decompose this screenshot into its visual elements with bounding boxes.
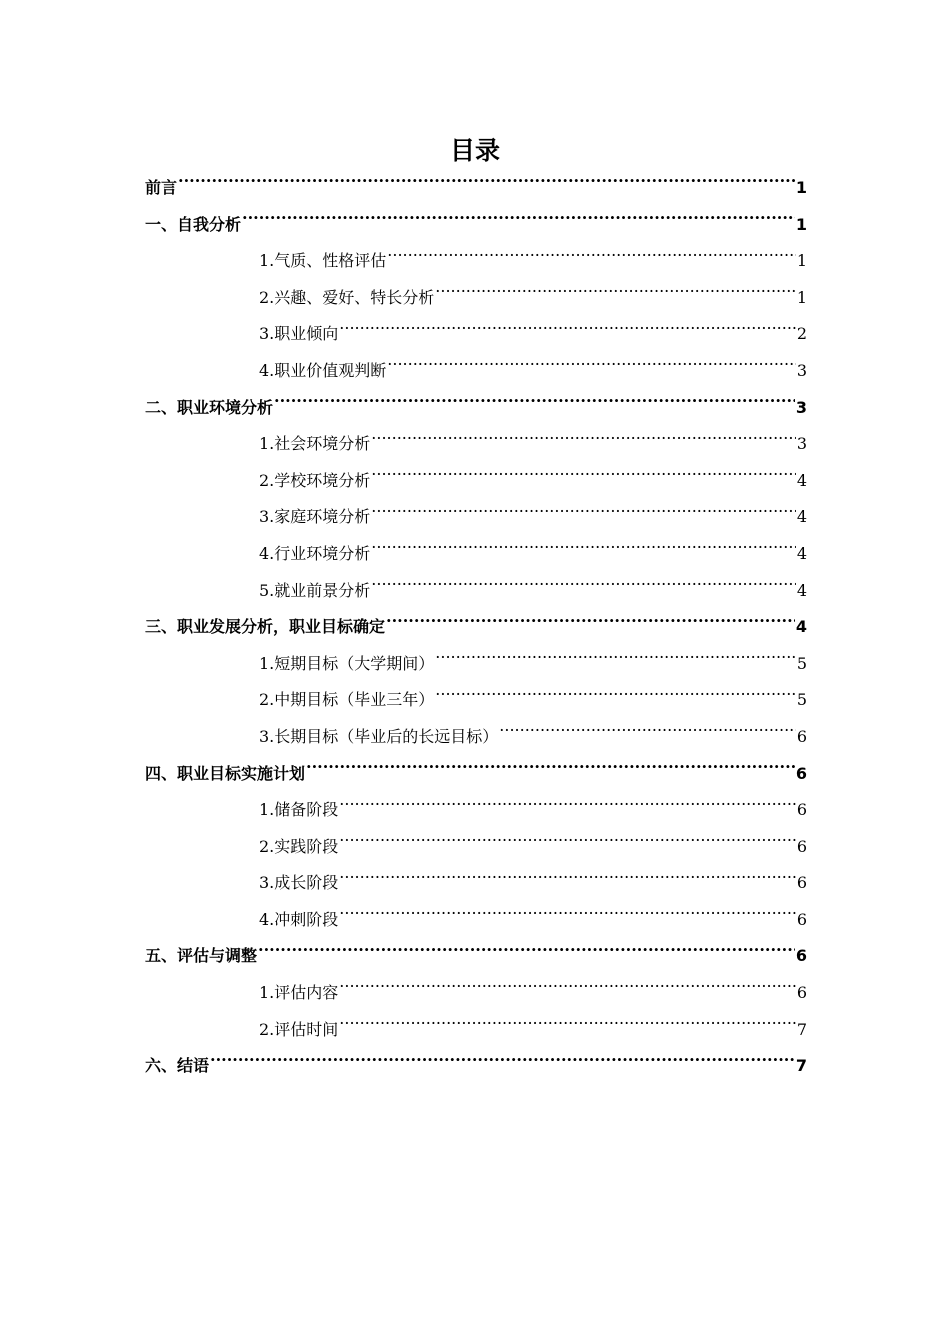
toc-entry[interactable]: [145, 829, 807, 866]
toc-entry-page: 2: [796, 324, 807, 344]
toc-entry-page: 4: [795, 617, 807, 637]
toc-entry-page: 6: [796, 909, 807, 929]
toc-entry-page: 1: [795, 178, 807, 197]
toc-dot-leader: [210, 1055, 795, 1071]
toc-title: 目录: [449, 136, 500, 165]
toc-dot-leader: [371, 433, 796, 449]
toc-list: [145, 170, 807, 1085]
toc-entry[interactable]: [145, 573, 807, 610]
toc-entry[interactable]: [145, 609, 807, 646]
toc-entry-label: 3.长期目标（毕业后的长远目标）: [259, 726, 499, 746]
toc-dot-leader: [258, 945, 795, 961]
toc-entry-label: 4.职业价值观判断: [259, 360, 387, 380]
toc-entry-label: 1.短期目标（大学期间）: [259, 653, 435, 673]
toc-entry-page: 5: [796, 690, 807, 710]
toc-entry[interactable]: [145, 536, 807, 573]
toc-entry[interactable]: [145, 243, 807, 280]
toc-entry-page: 6: [796, 873, 807, 893]
toc-dot-leader: [339, 982, 796, 998]
toc-dot-leader: [371, 543, 796, 559]
toc-dot-leader: [339, 1019, 796, 1035]
toc-entry-page: 3: [796, 360, 807, 380]
toc-entry[interactable]: [145, 463, 807, 500]
toc-entry[interactable]: [145, 682, 807, 719]
toc-entry[interactable]: [145, 902, 807, 939]
toc-entry[interactable]: [145, 426, 807, 463]
toc-dot-leader: [339, 872, 796, 888]
toc-entry[interactable]: [145, 390, 807, 427]
toc-entry-page: 5: [796, 653, 807, 673]
toc-dot-leader: [339, 836, 796, 852]
toc-entry[interactable]: [145, 756, 807, 793]
toc-entry[interactable]: [145, 316, 807, 353]
toc-dot-leader: [339, 799, 796, 815]
toc-entry-page: 6: [796, 800, 807, 820]
toc-entry-label: 5.就业前景分析: [259, 580, 371, 600]
toc-entry-label: 2.中期目标（毕业三年）: [259, 690, 435, 710]
toc-dot-leader: [371, 506, 796, 522]
toc-dot-leader: [178, 177, 795, 193]
toc-entry-label: 二、职业环境分析: [145, 397, 274, 417]
toc-entry-label: 3.职业倾向: [259, 324, 339, 344]
toc-entry-page: 1: [795, 214, 807, 234]
toc-entry-page: 3: [796, 434, 807, 454]
toc-entry[interactable]: [145, 170, 807, 207]
toc-dot-leader: [274, 397, 795, 413]
toc-entry-label: 一、自我分析: [145, 214, 242, 234]
toc-entry-label: 3.成长阶段: [259, 873, 339, 893]
toc-dot-leader: [339, 323, 796, 339]
toc-dot-leader: [386, 616, 795, 632]
toc-dot-leader: [371, 580, 796, 596]
toc-entry[interactable]: [145, 353, 807, 390]
toc-entry-label: 4.冲刺阶段: [259, 909, 339, 929]
toc-entry-label: 四、职业目标实施计划: [145, 763, 306, 783]
toc-entry-page: 4: [796, 470, 807, 490]
toc-entry[interactable]: [145, 207, 807, 244]
toc-dot-leader: [435, 287, 796, 303]
toc-entry-label: 五、评估与调整: [145, 946, 258, 966]
toc-entry-page: 1: [796, 251, 807, 271]
toc-entry[interactable]: [145, 938, 807, 975]
toc-entry[interactable]: [145, 792, 807, 829]
toc-entry[interactable]: [145, 646, 807, 683]
toc-entry[interactable]: [145, 1048, 807, 1085]
toc-entry-label: 三、职业发展分析，职业目标确定: [145, 617, 386, 637]
toc-entry-label: 1.气质、性格评估: [259, 251, 387, 271]
toc-entry-label: 2.实践阶段: [259, 836, 339, 856]
toc-entry[interactable]: [145, 865, 807, 902]
toc-entry-page: 6: [796, 836, 807, 856]
toc-entry[interactable]: [145, 975, 807, 1012]
toc-dot-leader: [387, 360, 796, 376]
toc-dot-leader: [242, 214, 795, 230]
toc-dot-leader: [371, 470, 796, 486]
toc-entry-label: 3.家庭环境分析: [259, 507, 371, 527]
toc-entry-page: 4: [796, 580, 807, 600]
toc-entry-page: 3: [795, 397, 807, 417]
toc-dot-leader: [387, 250, 796, 266]
toc-entry-label: 六、结语: [145, 1056, 210, 1076]
toc-entry[interactable]: [145, 1012, 807, 1049]
toc-entry-label: 1.储备阶段: [259, 800, 339, 820]
toc-entry-page: 7: [796, 1019, 807, 1039]
toc-entry-page: 6: [796, 726, 807, 746]
toc-entry-label: 4.行业环境分析: [259, 543, 371, 563]
toc-entry-label: 2.兴趣、爱好、特长分析: [259, 287, 435, 307]
toc-entry-label: 2.学校环境分析: [259, 470, 371, 490]
toc-entry-label: 前言: [145, 178, 178, 197]
toc-entry-page: 6: [796, 983, 807, 1003]
toc-entry-label: 1.社会环境分析: [259, 434, 371, 454]
toc-entry-page: 6: [795, 763, 807, 783]
toc-entry[interactable]: [145, 719, 807, 756]
toc-entry-label: 2.评估时间: [259, 1019, 339, 1039]
toc-entry-page: 6: [795, 946, 807, 966]
toc-dot-leader: [435, 689, 796, 705]
toc-entry-page: 4: [796, 507, 807, 527]
toc-entry[interactable]: [145, 499, 807, 536]
toc-entry[interactable]: [145, 280, 807, 317]
toc-dot-leader: [435, 653, 796, 669]
toc-entry-page: 1: [796, 287, 807, 307]
toc-dot-leader: [306, 763, 795, 779]
toc-entry-page: 7: [795, 1056, 807, 1076]
toc-entry-label: 1.评估内容: [259, 983, 339, 1003]
toc-entry-page: 4: [796, 543, 807, 563]
toc-dot-leader: [339, 909, 796, 925]
toc-dot-leader: [499, 726, 796, 742]
